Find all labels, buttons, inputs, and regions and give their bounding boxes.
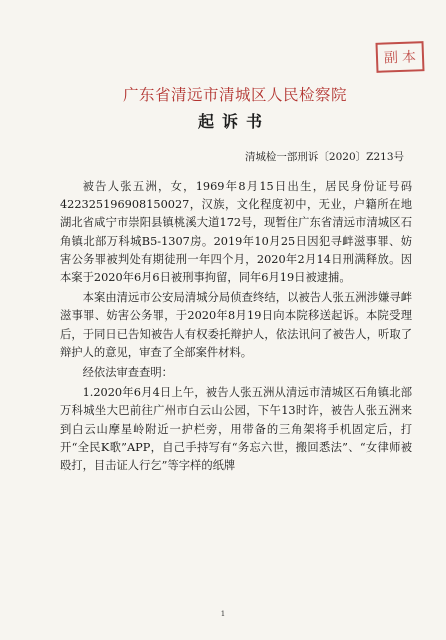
copy-stamp-text: 副本 [383,49,421,67]
defendant-info-paragraph: 被告人张五洲，女，1969年8月15日出生，居民身份证号码422325196908150027，汉族，文化程度初中，无业，户籍所在地湖北省咸宁市崇阳县镇桃溪大道172号，现暂住广东省清远市清城区石角镇北部万科城B5-1307房。2019年10月25日因犯寻衅滋事罪、妨害公务罪被判处有期徒刑一年四个月，2020年2月14日刑满释放。因本案于2020年6月6日被刑事拘留，同年6月19日被逮捕。 [60,180,412,285]
document-number: 清城检一部刑诉〔2020〕Z213号 [244,151,404,163]
fact-1-paragraph: 1.2020年6月4日上午，被告人张五洲从清远市清城区石角镇北部万科城坐大巴前往广州市白云山公园，下午13时许，被告人张五洲来到白云山摩星岭附近一护栏旁，用带备的三角架将手机固定后，打开“全民K歌”APP，自己手持写有“务忘六世，搬回悉法”、“女律师被殴打，目击证人行乞”等字样的纸牌 [60,386,412,473]
document-title: 起诉书 [197,112,270,131]
copy-stamp [375,41,424,73]
page-number: 1 [220,610,226,618]
review-heading: 经依法审查查明： [82,366,173,380]
document-body [60,178,412,477]
agency-name: 广东省清远市清城区人民检察院 [122,86,347,104]
document-header [0,83,446,132]
case-transfer-paragraph: 本案由清远市公安局清城分局侦查终结，以被告人张五洲涉嫌寻衅滋事罪、妨害公务罪，于2020年8月19日向本院移送起诉。本院受理后，于同日已告知被告人有权委托辩护人，依法讯问了被告人，听取了辩护人的意见，审查了全部案件材料。 [60,291,412,359]
